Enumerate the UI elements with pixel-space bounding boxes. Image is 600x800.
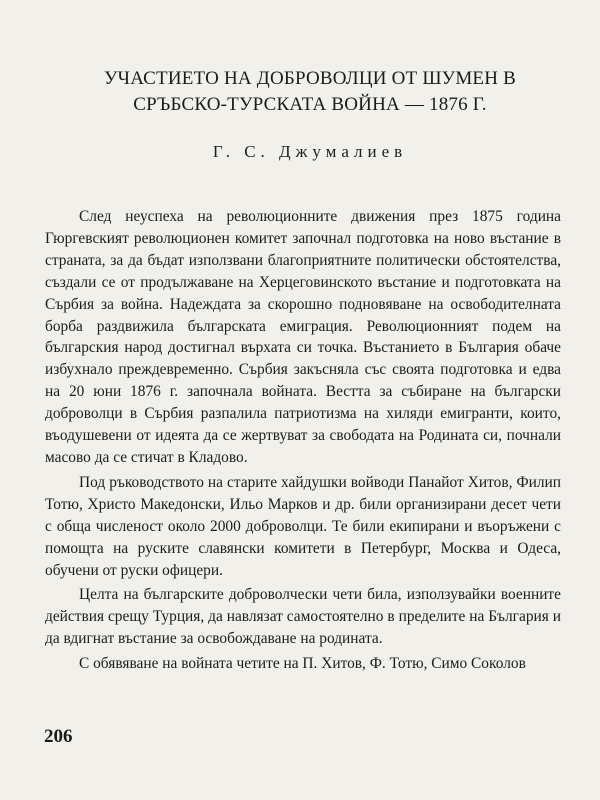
author-name: Г. С. Джумалиев	[212, 142, 408, 161]
article-body	[45, 206, 561, 678]
page-number: 206	[44, 726, 73, 747]
paragraph-4: С обявяване на войната четите на П. Хитов, Ф. Тотю, Симо Соколов	[79, 655, 526, 673]
article-title: УЧАСТИЕТО НА ДОБРОВОЛЦИ ОТ ШУМЕН В СРЪБСКО-ТУРСКАТА ВОЙНА — 1876 Г.	[104, 68, 516, 115]
paragraph-1: След неуспеха на революционните движения през 1875 година Гюргевският революционен комитет започнал подготовка на ново въстание в страната, за да бъдат използвани благоприятните политически обстоятелства, създали се от продължаване на Херцеговинското въстание и подготовката на Сърбия за война. Надеждата за скорошно подновяване на освободителната борба раздвижила българската емиграция. Революционният подем на българския народ достигнал върхата си точка. Въстанието в България обаче избухнало преждевременно. Сърбия закъсняла със своята подготовка и едва на 20 юни 1876 г. започнала войната. Вестта за събиране на български доброволци в Сърбия разпалила патриотизма на хиляди емигранти, които, въодушевени от идеята да се жертвуват за свободата на Родината си, почнали масово да се стичат в Кладово.	[45, 208, 561, 466]
paragraph-3: Целта на българските доброволчески чети била, използувайки военните действия срещу Турция, да навлязат самостоятелно в пределите на България и да вдигнат въстание за освобождаване на родината.	[45, 586, 561, 648]
paragraph-2: Под ръководството на старите хайдушки войводи Панайот Хитов, Филип Тотю, Христо Македонски, Ильо Марков и др. били организирани десет чети с обща численост около 2000 доброволци. Те били екипирани и въоръжени с помощта на руските славянски комитети в Петербург, Москва и Одеса, обучени от руски офицери.	[45, 473, 561, 579]
